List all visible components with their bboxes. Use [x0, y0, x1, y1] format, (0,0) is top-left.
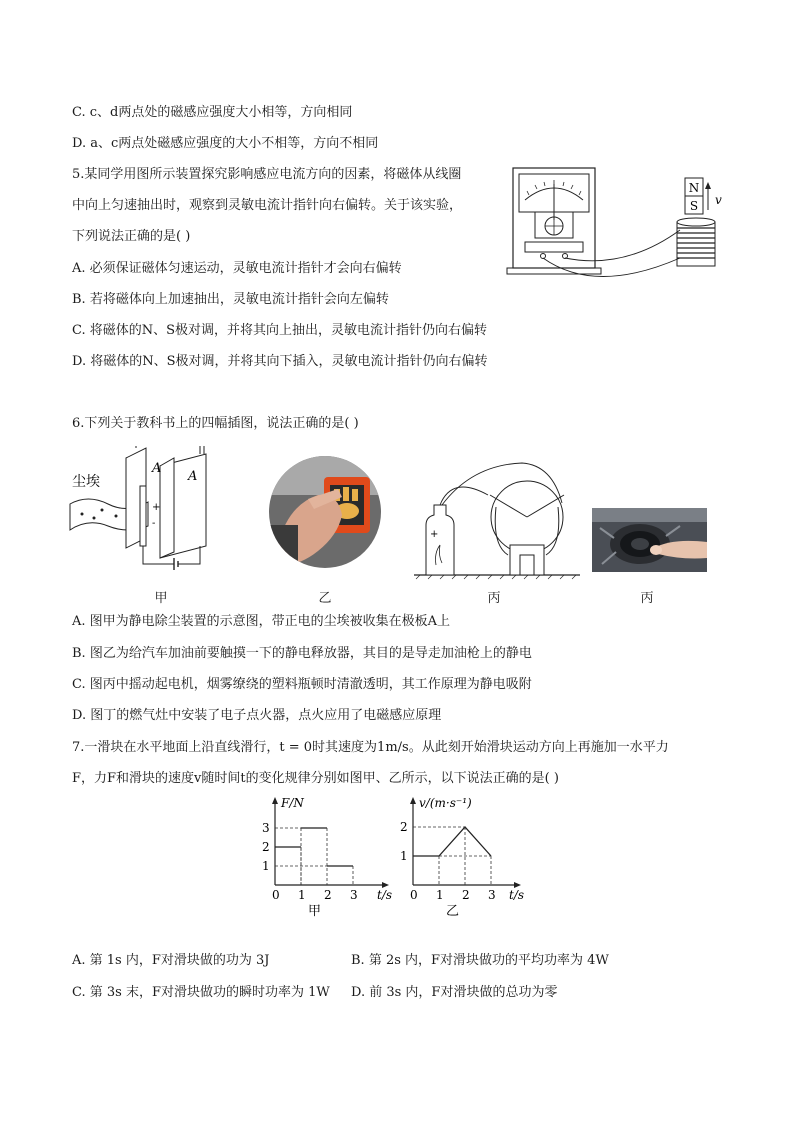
fig-caption-jia: 甲 [154, 591, 168, 606]
electrostatic-machine-figure [412, 455, 582, 580]
x-tick-label: 0 [410, 888, 418, 902]
plate-a-label-2: A [188, 469, 198, 484]
x-tick-label: 3 [488, 888, 496, 902]
magnet-n-label: N [688, 181, 700, 195]
q4-option-c: C. c、d两点处的磁感应强度大小相等，方向相同 [72, 105, 353, 120]
velocity-time-chart [395, 795, 545, 925]
q7-stem-line2: F，力F和滑块的速度v随时间t的变化规律分别如图甲、乙所示，以下说法正确的是( ) [72, 771, 559, 786]
fig-caption-ding: 丙 [640, 591, 654, 606]
q6-option-b: B. 图乙为给汽车加油前要触摸一下的静电释放器，其目的是导走加油枪上的静电 [72, 646, 532, 661]
svg-text:+: + [152, 502, 161, 513]
q5-option-c: C. 将磁体的N、S极对调，并将其向上抽出，灵敏电流计指针仍向右偏转 [72, 323, 488, 338]
svg-text:+: + [430, 529, 439, 540]
q6-stem: 6.下列关于教科书上的四幅插图，说法正确的是( ) [72, 416, 359, 431]
y-axis-arrow [272, 797, 278, 804]
y-axis-arrow [410, 797, 416, 804]
q7-option-c: C. 第 3s 末，F对滑块做功的瞬时功率为 1W [72, 985, 330, 1000]
q5-stem-line1: 5.某同学用图所示装置探究影响感应电流方向的因素，将磁体从线圈 [72, 167, 462, 182]
svg-text:-: - [152, 518, 156, 529]
x-axis-label: t/s [509, 888, 525, 902]
x-tick-label: 2 [462, 888, 470, 902]
y-axis-label: F/N [281, 796, 304, 810]
y-tick-label: 1 [262, 859, 270, 873]
velocity-label: v [715, 193, 722, 207]
velocity-line [413, 827, 491, 856]
galvanometer-coil-figure [505, 160, 730, 290]
q5-option-b: B. 若将磁体向上加速抽出，灵敏电流计指针会向左偏转 [72, 292, 389, 307]
y-tick-label: 1 [400, 849, 408, 863]
precipitator-figure [68, 446, 218, 581]
chart-caption: 甲 [308, 904, 322, 919]
q5-stem-line2: 中向上匀速抽出时，观察到灵敏电流计指针向右偏转。关于该实验， [72, 198, 463, 213]
y-axis-label: v/(m·s⁻¹) [419, 796, 472, 810]
x-tick-label: 2 [324, 888, 332, 902]
q7-option-a: A. 第 1s 内，F对滑块做的功为 3J [72, 953, 270, 968]
dust-label: 尘埃 [72, 474, 100, 490]
x-axis-label: t/s [377, 888, 393, 902]
x-tick-label: 3 [350, 888, 358, 902]
gas-stove-photo [592, 508, 707, 572]
chart-caption: 乙 [446, 904, 460, 919]
y-tick-label: 2 [262, 840, 270, 854]
q7-option-d: D. 前 3s 内，F对滑块做的总功为零 [351, 985, 558, 1000]
q5-stem-line3: 下列说法正确的是( ) [72, 229, 191, 244]
x-tick-label: 1 [298, 888, 306, 902]
q4-option-d: D. a、c两点处磁感应强度的大小不相等，方向不相同 [72, 136, 379, 151]
q5-option-d: D. 将磁体的N、S极对调，并将其向下插入，灵敏电流计指针仍向右偏转 [72, 354, 488, 369]
q5-option-a: A. 必须保证磁体匀速运动，灵敏电流计指针才会向右偏转 [72, 261, 402, 276]
fig-caption-bing: 丙 [487, 591, 501, 606]
q7-option-b: B. 第 2s 内，F对滑块做功的平均功率为 4W [351, 953, 609, 968]
q7-stem-line1: 7.一滑块在水平地面上沿直线滑行，t = 0时其速度为1m/s。从此刻开始滑块运动方向上再施加一水平力 [72, 740, 669, 755]
y-tick-label: 3 [262, 821, 270, 835]
static-discharger-photo [268, 455, 383, 570]
q6-option-c: C. 图丙中摇动起电机，烟雾缭绕的塑料瓶顿时清澈透明，其工作原理为静电吸附 [72, 677, 532, 692]
magnet-s-label: S [689, 199, 699, 213]
plate-a-label-1: A [152, 461, 162, 476]
q6-option-a: A. 图甲为静电除尘装置的示意图，带正电的尘埃被收集在极板A上 [72, 614, 451, 629]
y-tick-label: 2 [400, 820, 408, 834]
fig-caption-yi: 乙 [318, 591, 332, 606]
q6-option-d: D. 图丁的燃气灶中安装了电子点火器，点火应用了电磁感应原理 [72, 708, 442, 723]
x-tick-label: 1 [436, 888, 444, 902]
force-time-chart [255, 795, 395, 925]
x-tick-label: 0 [272, 888, 280, 902]
